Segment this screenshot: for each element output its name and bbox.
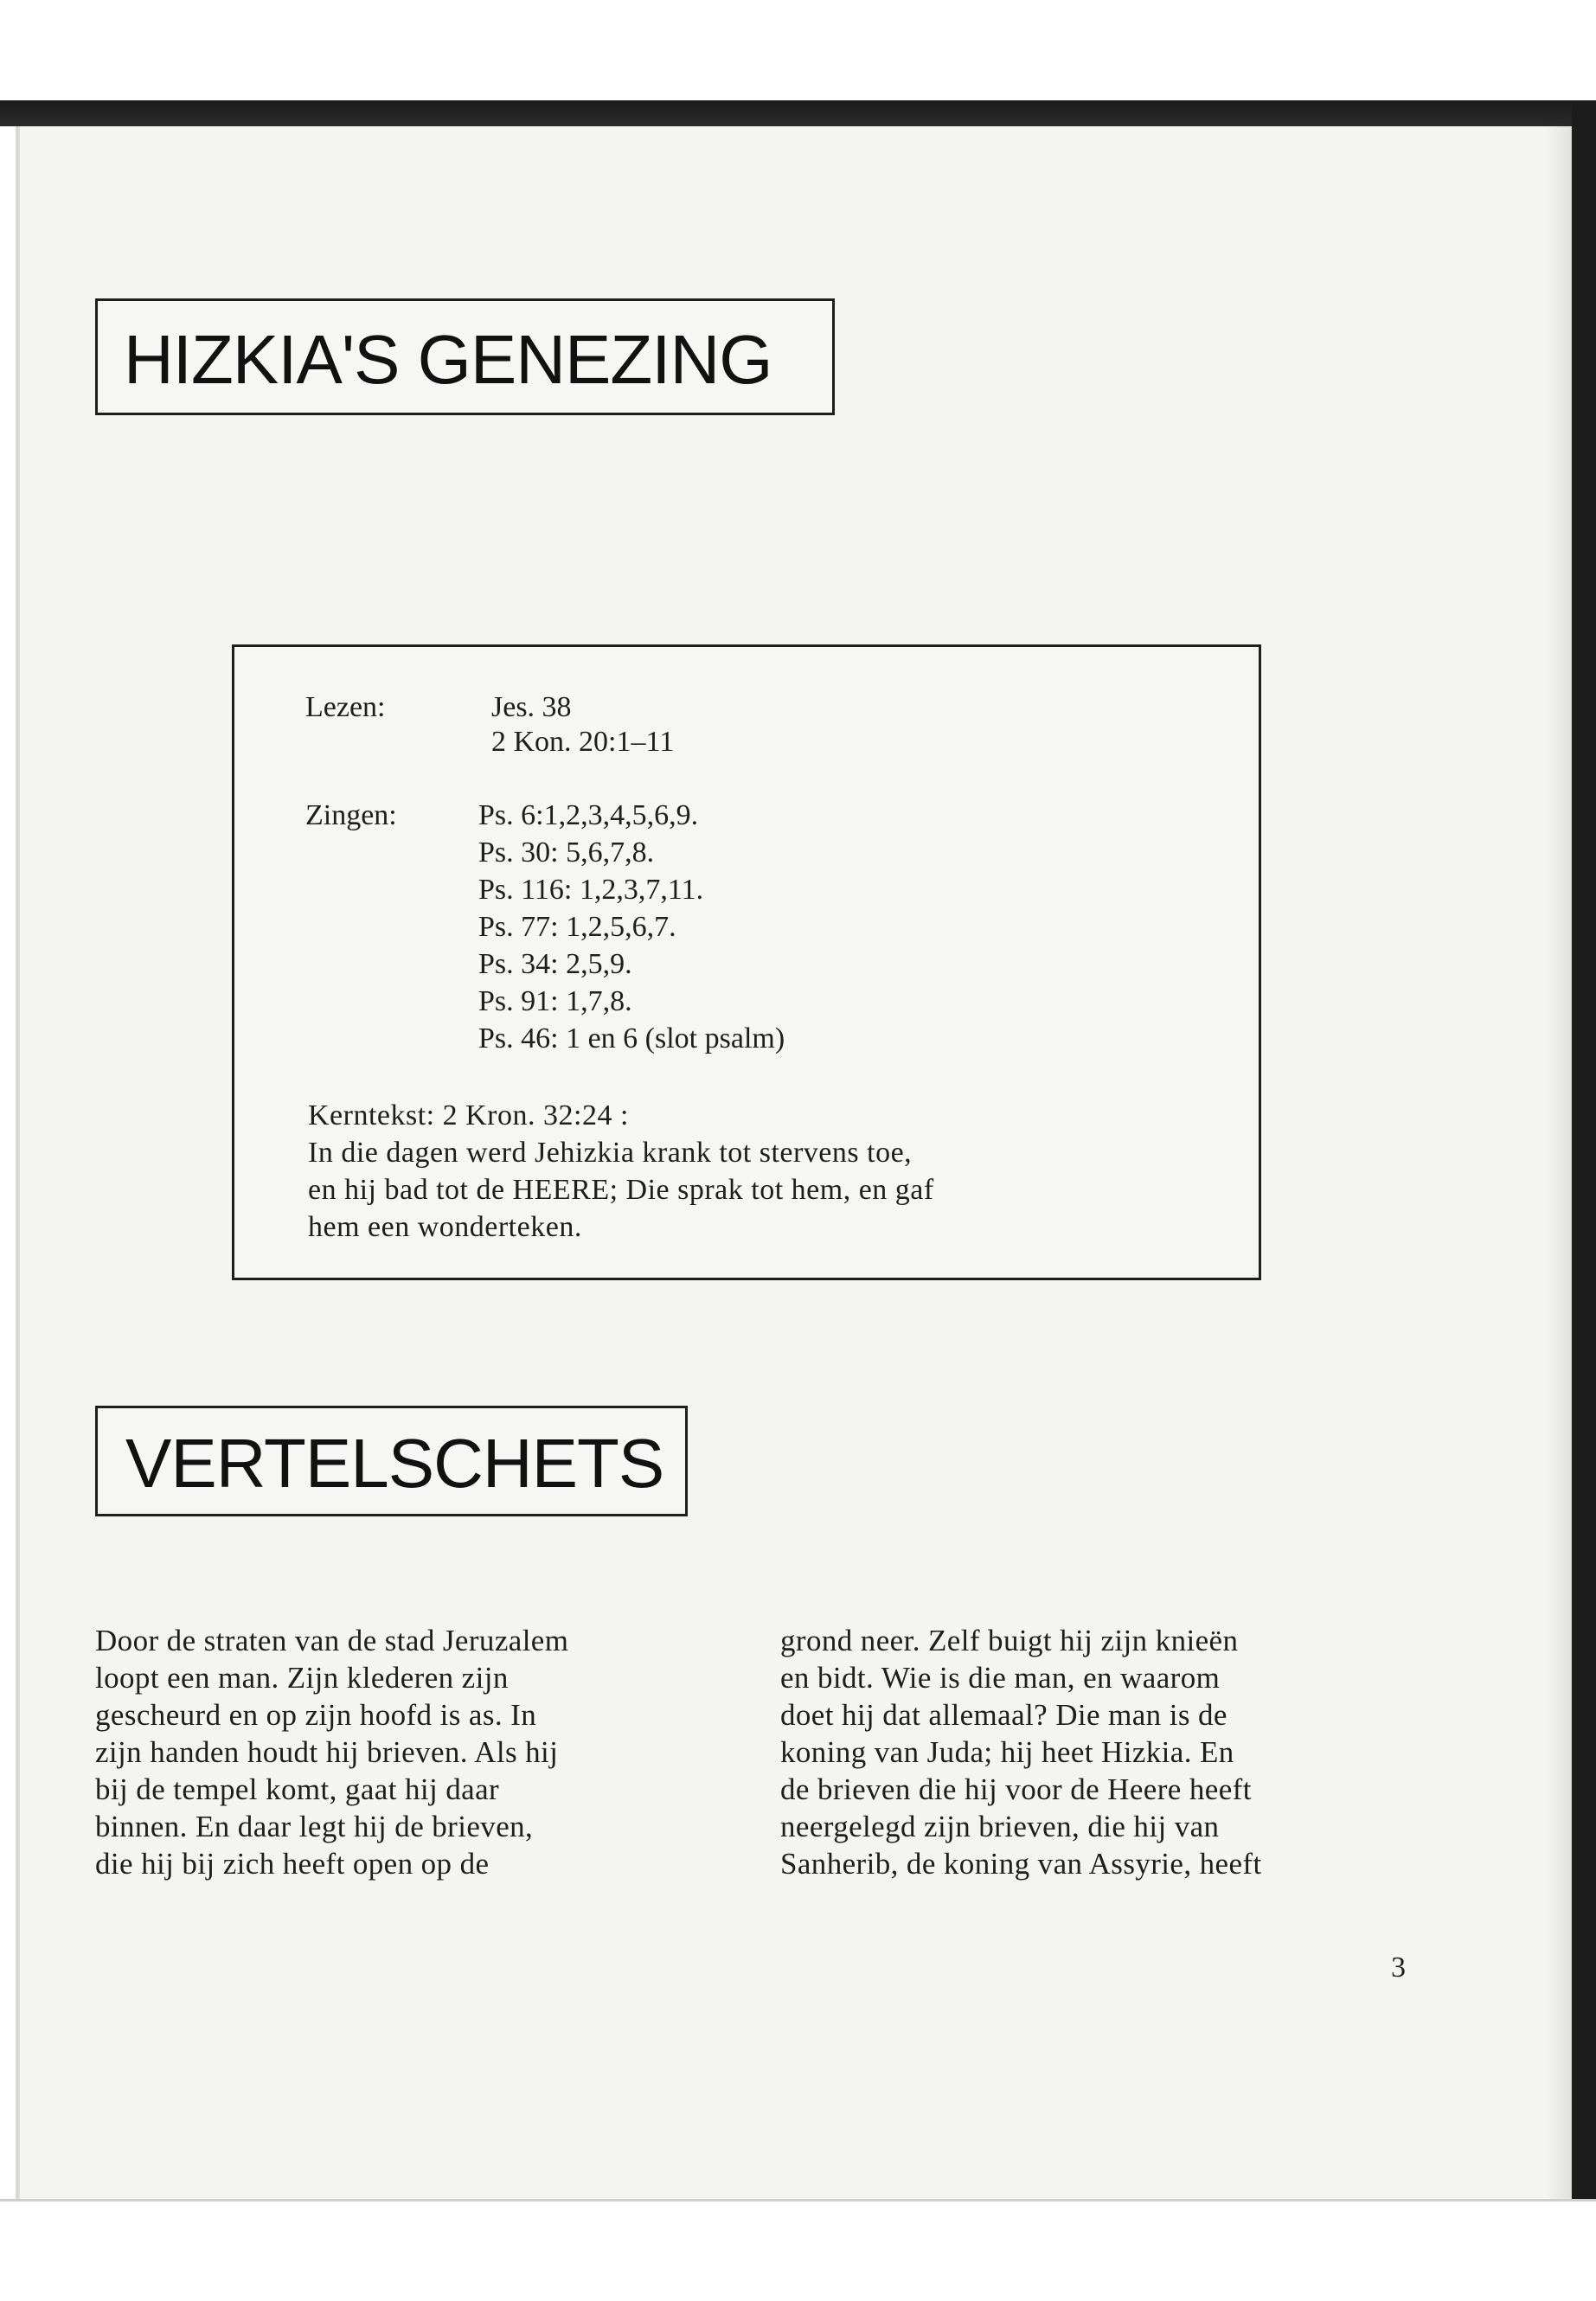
story-line: Door de straten van de stad Jeruzalem: [95, 1624, 569, 1657]
scan-top-edge: [0, 100, 1596, 126]
story-line: binnen. En daar legt hij de brieven,: [95, 1810, 534, 1843]
scan-right-edge: [1572, 100, 1596, 2202]
kerntekst-line: In die dagen werd Jehizkia krank tot stervens toe,: [308, 1137, 913, 1169]
page-title: HIZKIA'S GENEZING: [95, 298, 835, 415]
scan-top-margin: [0, 0, 1596, 104]
zingen-line: Ps. 77: 1,2,5,6,7.: [478, 911, 676, 943]
lezen-line: 2 Kon. 20:1–11: [491, 726, 675, 758]
section-title: VERTELSCHETS: [95, 1406, 688, 1516]
zingen-line: Ps. 116: 1,2,3,7,11.: [478, 874, 704, 906]
lezen-line: Jes. 38: [491, 691, 572, 723]
kerntekst-line: Kerntekst: 2 Kron. 32:24 :: [308, 1099, 629, 1131]
story-line: loopt een man. Zijn klederen zijn: [95, 1661, 509, 1695]
story-column-right: [780, 1622, 1262, 1882]
zingen-line: Ps. 30: 5,6,7,8.: [478, 836, 655, 868]
zingen-line: Ps. 91: 1,7,8.: [478, 985, 632, 1017]
page-number: 3: [1391, 1952, 1406, 1984]
story-line: neergelegd zijn brieven, die hij van: [780, 1810, 1220, 1843]
story-line: gescheurd en op zijn hoofd is as. In: [95, 1698, 537, 1732]
story-line: zijn handen houdt hij brieven. Als hij: [95, 1735, 559, 1769]
story-line: koning van Juda; hij heet Hizkia. En: [780, 1735, 1234, 1769]
story-line: doet hij dat allemaal? Die man is de: [780, 1698, 1227, 1732]
kerntekst-line: en hij bad tot de HEERE; Die sprak tot hem, en gaf: [308, 1174, 934, 1206]
lezen-label: Lezen:: [305, 691, 386, 723]
page-right-shadow: [1544, 121, 1572, 2202]
story-line: die hij bij zich heeft open op de: [95, 1847, 490, 1881]
zingen-line: Ps. 34: 2,5,9.: [478, 948, 632, 980]
story-line: en bidt. Wie is die man, en waarom: [780, 1661, 1221, 1695]
page-left-edge: [16, 126, 19, 2202]
zingen-line: Ps. 46: 1 en 6 (slot psalm): [478, 1022, 785, 1054]
story-line: grond neer. Zelf buigt hij zijn knieën: [780, 1624, 1239, 1657]
kerntekst-line: hem een wonderteken.: [308, 1211, 582, 1243]
story-line: bij de tempel komt, gaat hij daar: [95, 1772, 500, 1806]
story-line: de brieven die hij voor de Heere heeft: [780, 1772, 1252, 1806]
story-column-left: [95, 1622, 568, 1882]
story-line: Sanherib, de koning van Assyrie, heeft: [780, 1847, 1262, 1881]
readings-box: [232, 644, 1261, 1280]
scan-bottom-margin: [0, 2202, 1596, 2301]
zingen-line: Ps. 6:1,2,3,4,5,6,9.: [478, 799, 699, 831]
zingen-label: Zingen:: [305, 799, 397, 831]
